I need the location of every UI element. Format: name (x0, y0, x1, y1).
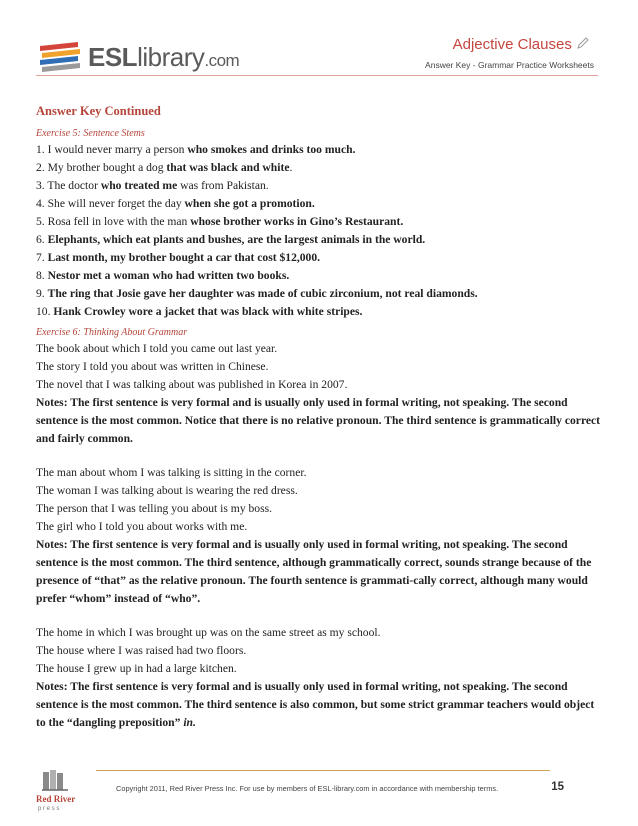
document-subtitle: Answer Key - Grammar Practice Worksheets (425, 60, 594, 70)
grammar-notes: Notes: The first sentence is very formal and is usually only used in formal writing, not speaking. The second sentence is the most common. The third sentence, although grammatically correct, sounds strange because of the presence of “that” as the relative pronoun. The fourth sentence is grammati-cally correct, although many would prefer “whom” instead of “who”. (36, 538, 592, 605)
example-sentence: The house I grew up in had a large kitchen. (36, 662, 237, 675)
pencil-icon (576, 36, 590, 50)
esl-library-logo (38, 36, 278, 76)
exercise-6-groups (36, 340, 606, 732)
answer-key-content (36, 104, 606, 732)
publisher-press: p r e s s (38, 806, 60, 812)
logo-library: library (137, 42, 205, 72)
footer-divider (96, 770, 550, 771)
example-sentence: The story I told you about was written in Chinese. (36, 360, 269, 373)
exercise-5-item: 4. She will never forget the day when she got a promotion. (36, 197, 315, 210)
exercise-5-item: 2. My brother bought a dog that was black and white. (36, 161, 293, 174)
publisher-name: Red River (36, 794, 76, 804)
exercise-5-item: 8. Nestor met a woman who had written two books. (36, 269, 290, 282)
page-number: 15 (551, 781, 564, 793)
exercise-5-item: 7. Last month, my brother bought a car that cost $12,000. (36, 251, 321, 264)
exercise-5-item: 1. I would never marry a person who smokes and drinks too much. (36, 143, 356, 156)
book-stack-icon (38, 38, 82, 74)
red-river-press-logo (36, 768, 84, 820)
document-title: Adjective Clauses (453, 36, 590, 53)
example-sentence: The home in which I was brought up was on the same street as my school. (36, 626, 381, 639)
example-sentence: The house where I was raised had two floors. (36, 644, 247, 657)
exercise-5-item: 6. Elephants, which eat plants and bushes, are the largest animals in the world. (36, 233, 426, 246)
books-icon (40, 768, 70, 792)
grammar-notes: Notes: The first sentence is very formal and is usually only used in formal writing, not speaking. The second sentence is the most common. Notice that there is no relative pronoun. The third sentence is grammatically correct and fairly common. (36, 396, 601, 445)
section-title: Answer Key Continued (36, 104, 161, 118)
example-sentence: The person that I was telling you about is my boss. (36, 502, 273, 515)
exercise-6-title: Exercise 6: Thinking About Grammar (36, 327, 188, 338)
logo-wordmark (88, 42, 239, 73)
logo-com: .com (204, 51, 240, 70)
exercise-5-item: 5. Rosa fell in love with the man whose brother works in Gino’s Restaurant. (36, 215, 404, 228)
exercise-5-item: 3. The doctor who treated me was from Pakistan. (36, 179, 269, 192)
example-sentence: The girl who I told you about works with me. (36, 520, 248, 533)
grammar-notes: Notes: The first sentence is very formal and is usually only used in formal writing, not speaking. The second sentence is the most common. The third sentence is also common, but some strict grammar teachers would object to the “dangling preposition” in. (36, 680, 595, 729)
copyright-notice: Copyright 2011, Red River Press Inc. For use by members of ESL-library.com in accordance with membership terms. (116, 784, 499, 793)
exercise-5-item: 10. Hank Crowley wore a jacket that was black with white stripes. (36, 305, 363, 318)
header-divider (36, 75, 598, 76)
example-sentence: The book about which I told you came out last year. (36, 342, 278, 355)
exercise-5-list (36, 141, 606, 321)
exercise-5-title: Exercise 5: Sentence Stems (36, 128, 145, 139)
example-sentence: The man about whom I was talking is sitting in the corner. (36, 466, 307, 479)
example-sentence: The novel that I was talking about was published in Korea in 2007. (36, 378, 348, 391)
exercise-5-item: 9. The ring that Josie gave her daughter was made of cubic zirconium, not real diamonds. (36, 287, 478, 300)
logo-main: ESL (88, 42, 138, 72)
example-sentence: The woman I was talking about is wearing the red dress. (36, 484, 298, 497)
